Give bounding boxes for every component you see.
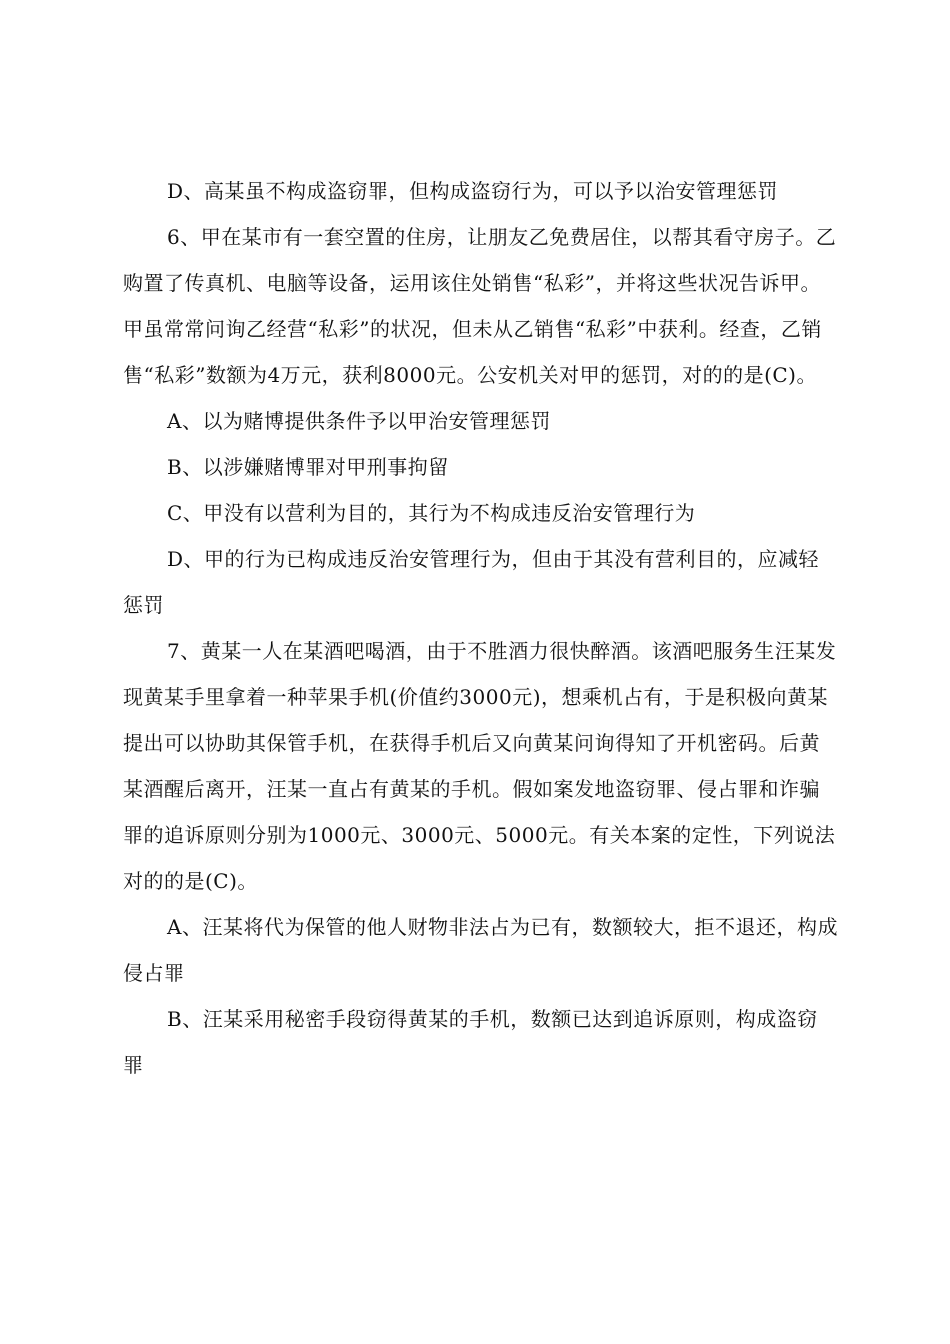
document-body [123, 168, 838, 1088]
paragraph-6c-option: C、甲没有以营利为目的，其行为不构成违反治安管理行为 [167, 501, 696, 525]
paragraph-6d-option: D、甲的行为已构成违反治安管理行为，但由于其没有营利目的，应减轻惩罚 [123, 547, 820, 617]
paragraph-7b-option: B、汪某采用秘密手段窃得黄某的手机，数额已达到追诉原则，构成盗窃罪 [123, 1007, 818, 1077]
paragraph-6a-option: A、以为赌博提供条件予以甲治安管理惩罚 [167, 409, 551, 433]
paragraph-6b-option: B、以涉嫌赌博罪对甲刑事拘留 [167, 455, 449, 479]
paragraph-question-6: 6、甲在某市有一套空置的住房，让朋友乙免费居住，以帮其看守房子。乙购置了传真机、电脑等设备，运用该住处销售“私彩”，并将这些状况告诉甲。甲虽常常问询乙经营“私彩”的状况，但未从乙销售“私彩”中获利。经查，乙销售“私彩”数额为4万元，获利8000元。公安机关对甲的惩罚，对的的是(C)。 [123, 225, 837, 387]
paragraph-question-7: 7、黄某一人在某酒吧喝酒，由于不胜酒力很快醉酒。该酒吧服务生汪某发现黄某手里拿着一种苹果手机(价值约3000元)，想乘机占有，于是积极向黄某提出可以协助其保管手机，在获得手机后又向黄某问询得知了开机密码。后黄某酒醒后离开，汪某一直占有黄某的手机。假如案发地盗窃罪、侵占罪和诈骗罪的追诉原则分别为1000元、3000元、5000元。有关本案的定性，下列说法对的的是(C)。 [123, 639, 837, 893]
paragraph-7a-option: A、汪某将代为保管的他人财物非法占为已有，数额较大，拒不退还，构成侵占罪 [123, 915, 838, 985]
paragraph-5d-option: D、高某虽不构成盗窃罪，但构成盗窃行为，可以予以治安管理惩罚 [167, 179, 779, 203]
